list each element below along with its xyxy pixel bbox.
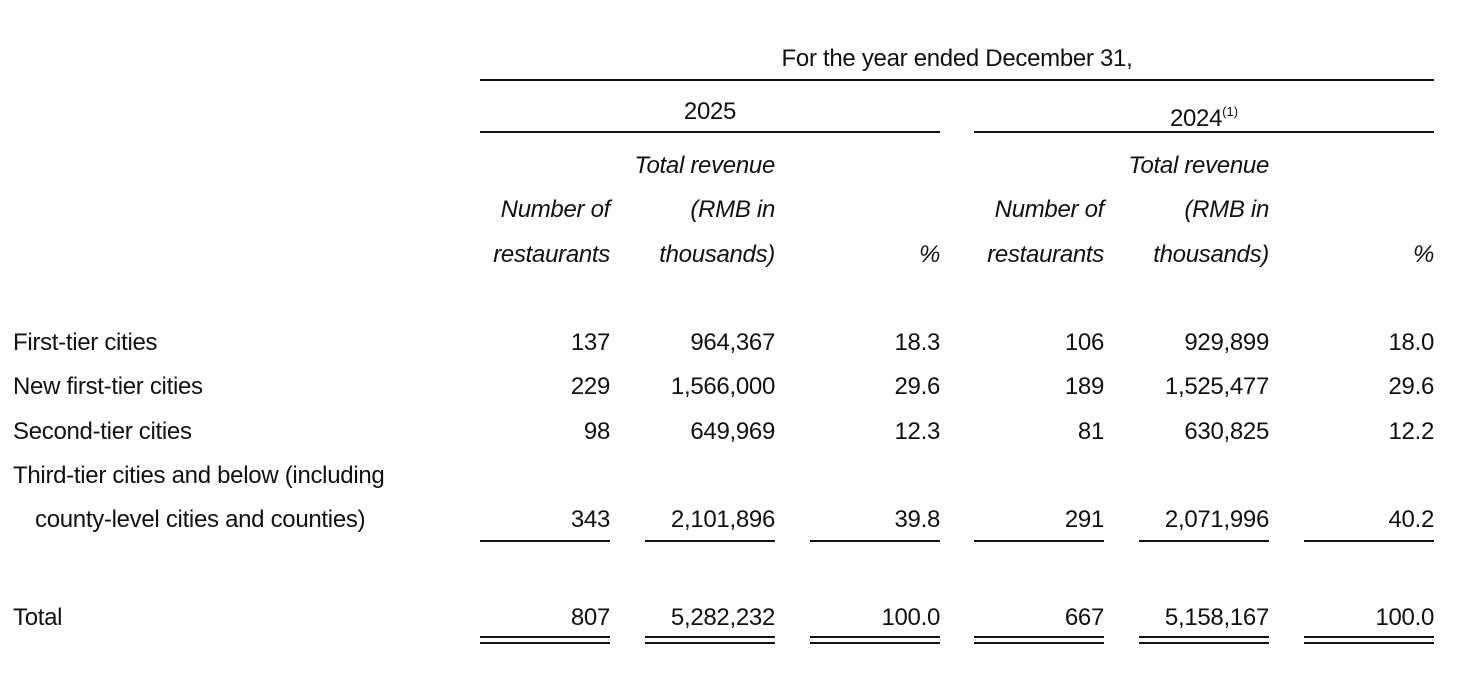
row-label-third-tier: Third-tier cities and below (including: [13, 462, 385, 489]
total-b-rev: 5,158,167: [1164, 604, 1269, 631]
year-2024-label: 2024: [1169, 105, 1223, 132]
cell-b-count: 189: [1064, 373, 1104, 400]
total-a-count: 807: [570, 604, 610, 631]
cell-a-count: 137: [570, 329, 610, 356]
subtotal-rule: [974, 540, 1104, 542]
subtotal-rule: [645, 540, 775, 542]
year-2024-header: [974, 98, 1434, 133]
total-a-rev: 5,282,232: [670, 604, 775, 631]
cell-b-rev: 2,071,996: [1164, 506, 1269, 533]
cell-b-pct: 18.0: [1388, 329, 1434, 356]
year-2025-rule: [480, 131, 940, 133]
total-b-pct: 100.0: [1375, 604, 1434, 631]
cell-a-pct: 12.3: [894, 418, 940, 445]
col-a-rev-head-1: Total revenue: [634, 152, 775, 179]
total-double-rule: [810, 636, 940, 644]
cell-b-rev: 1,525,477: [1164, 373, 1269, 400]
col-b-rev-head-3: thousands): [1153, 241, 1269, 268]
cell-b-count: 81: [1077, 418, 1104, 445]
col-b-count-head-2: restaurants: [987, 241, 1104, 268]
cell-a-pct: 18.3: [894, 329, 940, 356]
subtotal-rule: [1304, 540, 1434, 542]
total-a-pct: 100.0: [881, 604, 940, 631]
row-label-third-tier-cont: county-level cities and counties): [35, 506, 366, 533]
year-2024-footnote-marker: (1): [1222, 104, 1239, 119]
col-a-rev-head-3: thousands): [659, 241, 775, 268]
cell-b-count: 106: [1064, 329, 1104, 356]
col-a-count-head-2: restaurants: [493, 241, 610, 268]
cell-b-pct: 40.2: [1388, 506, 1434, 533]
year-2024-rule: [974, 131, 1434, 133]
cell-b-rev: 630,825: [1184, 418, 1269, 445]
period-header: For the year ended December 31,: [781, 45, 1133, 72]
cell-a-pct: 29.6: [894, 373, 940, 400]
cell-b-pct: 12.2: [1388, 418, 1434, 445]
year-2025-header: 2025: [683, 98, 737, 125]
col-b-pct-head: %: [1412, 241, 1434, 268]
col-b-rev-head-1: Total revenue: [1128, 152, 1269, 179]
cell-a-count: 343: [570, 506, 610, 533]
col-b-rev-head-2: (RMB in: [1184, 196, 1269, 223]
row-label-new-first-tier: New first-tier cities: [13, 373, 203, 400]
cell-a-count: 229: [570, 373, 610, 400]
total-b-count: 667: [1064, 604, 1104, 631]
subtotal-rule: [480, 540, 610, 542]
col-a-count-head-1: Number of: [500, 196, 610, 223]
total-double-rule: [645, 636, 775, 644]
row-label-total: Total: [13, 604, 63, 631]
total-double-rule: [974, 636, 1104, 644]
header-rule: [480, 79, 1434, 81]
row-label-first-tier: First-tier cities: [13, 329, 158, 356]
total-double-rule: [480, 636, 610, 644]
subtotal-rule: [1139, 540, 1269, 542]
cell-a-count: 98: [583, 418, 610, 445]
total-double-rule: [1304, 636, 1434, 644]
row-label-second-tier: Second-tier cities: [13, 418, 192, 445]
cell-a-pct: 39.8: [894, 506, 940, 533]
cell-b-pct: 29.6: [1388, 373, 1434, 400]
subtotal-rule: [810, 540, 940, 542]
cell-b-count: 291: [1064, 506, 1104, 533]
total-double-rule: [1139, 636, 1269, 644]
cell-a-rev: 649,969: [690, 418, 775, 445]
col-a-rev-head-2: (RMB in: [690, 196, 775, 223]
cell-b-rev: 929,899: [1184, 329, 1269, 356]
cell-a-rev: 964,367: [690, 329, 775, 356]
col-a-pct-head: %: [918, 241, 940, 268]
cell-a-rev: 1,566,000: [670, 373, 775, 400]
col-b-count-head-1: Number of: [994, 196, 1104, 223]
cell-a-rev: 2,101,896: [670, 506, 775, 533]
